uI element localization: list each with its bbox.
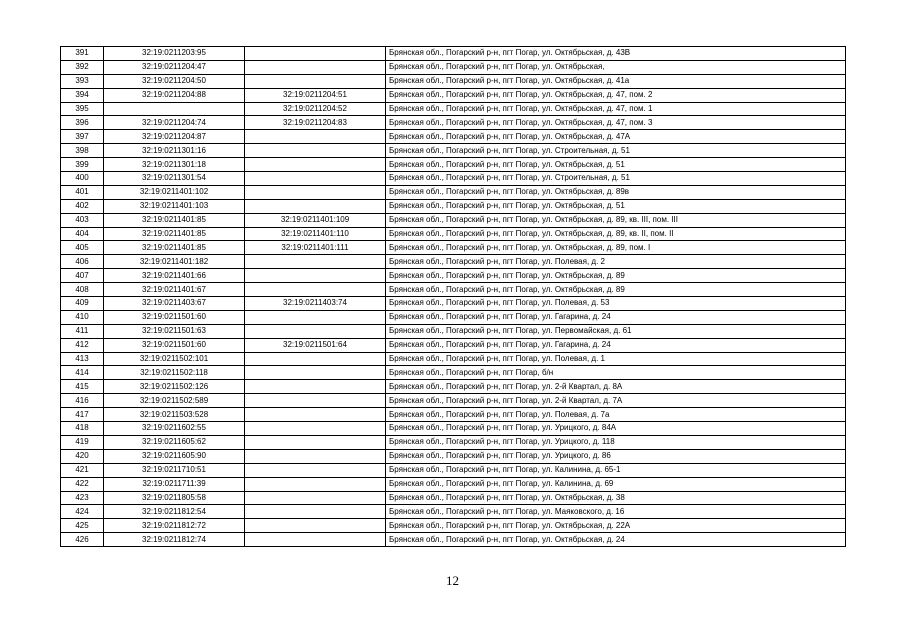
address-cell: Брянская обл., Погарский р-н, пгт Погар, ул. Октябрьская, д. 89, пом. I: [386, 241, 846, 255]
table-row: [61, 283, 846, 297]
address-cell: Брянская обл., Погарский р-н, пгт Погар, ул. Октябрьская, д. 51: [386, 199, 846, 213]
table-row: [61, 255, 846, 269]
row-number-cell: 391: [61, 47, 104, 61]
row-number-cell: 393: [61, 74, 104, 88]
address-cell: Брянская обл., Погарский р-н, пгт Погар, ул. Октябрьская, д. 89: [386, 283, 846, 297]
address-cell: Брянская обл., Погарский р-н, пгт Погар, ул. Октябрьская, д. 47А: [386, 130, 846, 144]
cadastral-number-cell: 32:19:0211204:47: [104, 60, 245, 74]
address-cell: Брянская обл., Погарский р-н, пгт Погар, ул. Полевая, д. 53: [386, 297, 846, 311]
address-cell: Брянская обл., Погарский р-н, пгт Погар, ул. Октябрьская, д. 47, пом. 2: [386, 88, 846, 102]
table-row: [61, 366, 846, 380]
table-row: [61, 213, 846, 227]
row-number-cell: 405: [61, 241, 104, 255]
table-row: [61, 102, 846, 116]
cadastral-number-cell: 32:19:0211503:528: [104, 408, 245, 422]
cadastral-number-cell: 32:19:0211812:74: [104, 533, 245, 547]
table-row: [61, 269, 846, 283]
cadastral-table: [60, 46, 846, 547]
table-row: [61, 130, 846, 144]
row-number-cell: 412: [61, 338, 104, 352]
address-cell: Брянская обл., Погарский р-н, пгт Погар, ул. Октябрьская, д. 38: [386, 491, 846, 505]
row-number-cell: 410: [61, 310, 104, 324]
row-number-cell: 421: [61, 463, 104, 477]
cadastral-number-cell: 32:19:0211502:101: [104, 352, 245, 366]
sub-cadastral-number-cell: 32:19:0211204:51: [245, 88, 386, 102]
row-number-cell: 425: [61, 519, 104, 533]
sub-cadastral-number-cell: [245, 463, 386, 477]
cadastral-number-cell: 32:19:0211605:90: [104, 449, 245, 463]
row-number-cell: 416: [61, 394, 104, 408]
sub-cadastral-number-cell: [245, 366, 386, 380]
address-cell: Брянская обл., Погарский р-н, пгт Погар, ул. Урицкого, д. 86: [386, 449, 846, 463]
cadastral-number-cell: 32:19:0211812:54: [104, 505, 245, 519]
sub-cadastral-number-cell: [245, 199, 386, 213]
table-row: [61, 449, 846, 463]
cadastral-number-cell: 32:19:0211502:589: [104, 394, 245, 408]
address-cell: Брянская обл., Погарский р-н, пгт Погар, ул. Октябрьская, д. 22А: [386, 519, 846, 533]
address-cell: Брянская обл., Погарский р-н, пгт Погар, ул. Гагарина, д. 24: [386, 310, 846, 324]
row-number-cell: 398: [61, 144, 104, 158]
row-number-cell: 413: [61, 352, 104, 366]
cadastral-number-cell: 32:19:0211401:67: [104, 283, 245, 297]
table-row: [61, 310, 846, 324]
row-number-cell: 399: [61, 158, 104, 172]
table-row: [61, 505, 846, 519]
cadastral-number-cell: 32:19:0211401:85: [104, 241, 245, 255]
row-number-cell: 396: [61, 116, 104, 130]
sub-cadastral-number-cell: [245, 283, 386, 297]
cadastral-number-cell: 32:19:0211204:88: [104, 88, 245, 102]
cadastral-number-cell: 32:19:0211401:103: [104, 199, 245, 213]
address-cell: Брянская обл., Погарский р-н, пгт Погар, ул. Строительная, д. 51: [386, 172, 846, 186]
address-cell: Брянская обл., Погарский р-н, пгт Погар, ул. 2-й Квартал, д. 7А: [386, 394, 846, 408]
address-cell: Брянская обл., Погарский р-н, пгт Погар, ул. Строительная, д. 51: [386, 144, 846, 158]
sub-cadastral-number-cell: [245, 144, 386, 158]
table-row: [61, 477, 846, 491]
table-row: [61, 172, 846, 186]
table-row: [61, 74, 846, 88]
table-row: [61, 435, 846, 449]
table-row: [61, 144, 846, 158]
address-cell: Брянская обл., Погарский р-н, пгт Погар, ул. Калинина, д. 69: [386, 477, 846, 491]
table-row: [61, 297, 846, 311]
address-cell: Брянская обл., Погарский р-н, пгт Погар, ул. Урицкого, д. 84А: [386, 422, 846, 436]
sub-cadastral-number-cell: [245, 47, 386, 61]
row-number-cell: 403: [61, 213, 104, 227]
address-cell: Брянская обл., Погарский р-н, пгт Погар, ул. Октябрьская, д. 47, пом. 1: [386, 102, 846, 116]
sub-cadastral-number-cell: [245, 380, 386, 394]
table-row: [61, 88, 846, 102]
address-cell: Брянская обл., Погарский р-н, пгт Погар, ул. Полевая, д. 7а: [386, 408, 846, 422]
sub-cadastral-number-cell: 32:19:0211403:74: [245, 297, 386, 311]
row-number-cell: 397: [61, 130, 104, 144]
cadastral-number-cell: 32:19:0211605:62: [104, 435, 245, 449]
table-row: [61, 394, 846, 408]
cadastral-number-cell: 32:19:0211403:67: [104, 297, 245, 311]
row-number-cell: 417: [61, 408, 104, 422]
sub-cadastral-number-cell: 32:19:0211401:110: [245, 227, 386, 241]
cadastral-number-cell: 32:19:0211204:74: [104, 116, 245, 130]
cadastral-number-cell: 32:19:0211805:58: [104, 491, 245, 505]
sub-cadastral-number-cell: [245, 310, 386, 324]
row-number-cell: 424: [61, 505, 104, 519]
table-row: [61, 116, 846, 130]
sub-cadastral-number-cell: [245, 519, 386, 533]
row-number-cell: 400: [61, 172, 104, 186]
row-number-cell: 406: [61, 255, 104, 269]
row-number-cell: 414: [61, 366, 104, 380]
table-row: [61, 47, 846, 61]
cadastral-number-cell: 32:19:0211401:85: [104, 213, 245, 227]
page-number: 12: [446, 573, 459, 588]
address-cell: Брянская обл., Погарский р-н, пгт Погар, ул. Октябрьская, д. 89: [386, 269, 846, 283]
row-number-cell: 415: [61, 380, 104, 394]
row-number-cell: 423: [61, 491, 104, 505]
address-cell: Брянская обл., Погарский р-н, пгт Погар, ул. Полевая, д. 2: [386, 255, 846, 269]
address-cell: Брянская обл., Погарский р-н, пгт Погар, ул. Октябрьская, д. 89в: [386, 185, 846, 199]
cadastral-number-cell: 32:19:0211203:95: [104, 47, 245, 61]
row-number-cell: 402: [61, 199, 104, 213]
cadastral-number-cell: [104, 102, 245, 116]
cadastral-number-cell: 32:19:0211401:66: [104, 269, 245, 283]
cadastral-number-cell: 32:19:0211501:63: [104, 324, 245, 338]
sub-cadastral-number-cell: [245, 533, 386, 547]
row-number-cell: 422: [61, 477, 104, 491]
cadastral-number-cell: 32:19:0211301:16: [104, 144, 245, 158]
cadastral-number-cell: 32:19:0211204:50: [104, 74, 245, 88]
table-row: [61, 408, 846, 422]
row-number-cell: 394: [61, 88, 104, 102]
address-cell: Брянская обл., Погарский р-н, пгт Погар, ул. Октябрьская, д. 43В: [386, 47, 846, 61]
sub-cadastral-number-cell: [245, 158, 386, 172]
address-cell: Брянская обл., Погарский р-н, пгт Погар, ул. Октябрьская,: [386, 60, 846, 74]
sub-cadastral-number-cell: [245, 505, 386, 519]
address-cell: Брянская обл., Погарский р-н, пгт Погар, ул. Октябрьская, д. 24: [386, 533, 846, 547]
cadastral-number-cell: 32:19:0211602:55: [104, 422, 245, 436]
address-cell: Брянская обл., Погарский р-н, пгт Погар, ул. Октябрьская, д. 89, кв. III, пом. III: [386, 213, 846, 227]
table-row: [61, 60, 846, 74]
address-cell: Брянская обл., Погарский р-н, пгт Погар, б/н: [386, 366, 846, 380]
address-cell: Брянская обл., Погарский р-н, пгт Погар, ул. Первомайская, д. 61: [386, 324, 846, 338]
address-cell: Брянская обл., Погарский р-н, пгт Погар, ул. Октябрьская, д. 89, кв. II, пом. II: [386, 227, 846, 241]
sub-cadastral-number-cell: [245, 269, 386, 283]
address-cell: Брянская обл., Погарский р-н, пгт Погар, ул. Октябрьская, д. 47, пом. 3: [386, 116, 846, 130]
address-cell: Брянская обл., Погарский р-н, пгт Погар, ул. Урицкого, д. 118: [386, 435, 846, 449]
table-row: [61, 463, 846, 477]
row-number-cell: 419: [61, 435, 104, 449]
table-row: [61, 158, 846, 172]
cadastral-number-cell: 32:19:0211401:85: [104, 227, 245, 241]
sub-cadastral-number-cell: 32:19:0211204:52: [245, 102, 386, 116]
table-row: [61, 519, 846, 533]
row-number-cell: 404: [61, 227, 104, 241]
table-row: [61, 533, 846, 547]
table-row: [61, 422, 846, 436]
address-cell: Брянская обл., Погарский р-н, пгт Погар, ул. Гагарина, д. 24: [386, 338, 846, 352]
address-cell: Брянская обл., Погарский р-н, пгт Погар, ул. Маяковского, д. 16: [386, 505, 846, 519]
table-row: [61, 380, 846, 394]
cadastral-number-cell: 32:19:0211301:54: [104, 172, 245, 186]
cadastral-number-cell: 32:19:0211812:72: [104, 519, 245, 533]
table-row: [61, 241, 846, 255]
sub-cadastral-number-cell: [245, 74, 386, 88]
row-number-cell: 426: [61, 533, 104, 547]
cadastral-number-cell: 32:19:0211711:39: [104, 477, 245, 491]
sub-cadastral-number-cell: 32:19:0211401:109: [245, 213, 386, 227]
cadastral-number-cell: 32:19:0211502:118: [104, 366, 245, 380]
sub-cadastral-number-cell: 32:19:0211401:111: [245, 241, 386, 255]
sub-cadastral-number-cell: [245, 185, 386, 199]
row-number-cell: 392: [61, 60, 104, 74]
sub-cadastral-number-cell: [245, 324, 386, 338]
address-cell: Брянская обл., Погарский р-н, пгт Погар, ул. Октябрьская, д. 51: [386, 158, 846, 172]
table-row: [61, 352, 846, 366]
table-row: [61, 199, 846, 213]
address-cell: Брянская обл., Погарский р-н, пгт Погар, ул. Октябрьская, д. 41а: [386, 74, 846, 88]
sub-cadastral-number-cell: [245, 60, 386, 74]
cadastral-number-cell: 32:19:0211401:182: [104, 255, 245, 269]
sub-cadastral-number-cell: [245, 422, 386, 436]
address-cell: Брянская обл., Погарский р-н, пгт Погар, ул. Калинина, д. 65-1: [386, 463, 846, 477]
row-number-cell: 401: [61, 185, 104, 199]
address-cell: Брянская обл., Погарский р-н, пгт Погар, ул. Полевая, д. 1: [386, 352, 846, 366]
sub-cadastral-number-cell: 32:19:0211501:64: [245, 338, 386, 352]
sub-cadastral-number-cell: [245, 352, 386, 366]
row-number-cell: 418: [61, 422, 104, 436]
row-number-cell: 407: [61, 269, 104, 283]
row-number-cell: 409: [61, 297, 104, 311]
row-number-cell: 395: [61, 102, 104, 116]
cadastral-number-cell: 32:19:0211501:60: [104, 338, 245, 352]
table-row: [61, 338, 846, 352]
row-number-cell: 411: [61, 324, 104, 338]
sub-cadastral-number-cell: [245, 491, 386, 505]
sub-cadastral-number-cell: 32:19:0211204:83: [245, 116, 386, 130]
sub-cadastral-number-cell: [245, 394, 386, 408]
address-cell: Брянская обл., Погарский р-н, пгт Погар, ул. 2-й Квартал, д. 8А: [386, 380, 846, 394]
table-row: [61, 185, 846, 199]
cadastral-number-cell: 32:19:0211501:60: [104, 310, 245, 324]
cadastral-table-body: [61, 47, 846, 547]
cadastral-number-cell: 32:19:0211502:126: [104, 380, 245, 394]
sub-cadastral-number-cell: [245, 255, 386, 269]
table-row: [61, 491, 846, 505]
row-number-cell: 420: [61, 449, 104, 463]
cadastral-number-cell: 32:19:0211204:87: [104, 130, 245, 144]
sub-cadastral-number-cell: [245, 172, 386, 186]
sub-cadastral-number-cell: [245, 477, 386, 491]
sub-cadastral-number-cell: [245, 130, 386, 144]
sub-cadastral-number-cell: [245, 408, 386, 422]
sub-cadastral-number-cell: [245, 449, 386, 463]
sub-cadastral-number-cell: [245, 435, 386, 449]
row-number-cell: 408: [61, 283, 104, 297]
cadastral-number-cell: 32:19:0211710:51: [104, 463, 245, 477]
table-row: [61, 324, 846, 338]
cadastral-number-cell: 32:19:0211401:102: [104, 185, 245, 199]
table-row: [61, 227, 846, 241]
cadastral-number-cell: 32:19:0211301:18: [104, 158, 245, 172]
